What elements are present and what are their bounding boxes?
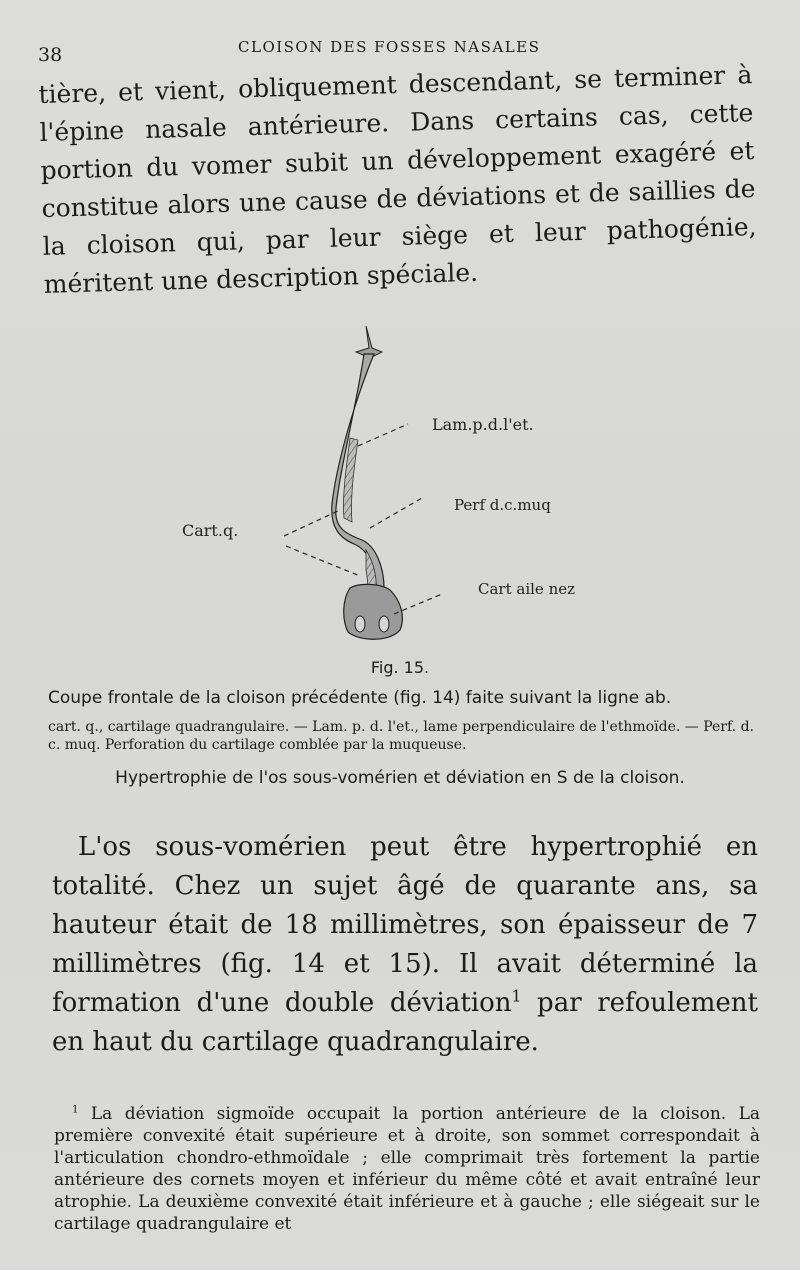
- figure-title: Hypertrophie de l'os sous-vomérien et déviation en S de la cloison.: [115, 768, 685, 788]
- label-perf: Perf d.c.muq: [454, 496, 551, 514]
- figure-legend: cart. q., cartilage quadrangulaire. — Lam. p. d. l'et., lame perpendiculaire de l'ethmoïde. — Perf. d. c. muq. Perforation du cartilage comblée par la muqueuse.: [48, 719, 754, 753]
- label-cart-aile: Cart aile nez: [478, 580, 576, 598]
- paragraph2-text-end: par refoulement en haut du cartilage quadrangulaire.: [52, 988, 758, 1057]
- base-hole-right: [379, 616, 389, 632]
- leader-lam: [358, 424, 408, 446]
- label-cart-q: Cart.q.: [182, 521, 239, 540]
- paragraph2-text: L'os sous-vomérien peut être hypertrophié en totalité. Chez un sujet âgé de quarante ans, sa hauteur était de 18 millimètres, son épaisseur de 7 millimètres (fig. 14 et 15). Il avait déterminé la formation d'une double déviation: [52, 832, 758, 1018]
- figure-15: [170, 318, 630, 653]
- running-head: CLOISON DES FOSSES NASALES: [238, 38, 541, 56]
- leader-cart-q-lower: [286, 546, 360, 576]
- septum-stalk: [332, 354, 384, 588]
- base-hole-left: [355, 616, 365, 632]
- leader-perf: [370, 498, 422, 528]
- septum-section-illustration: [170, 318, 630, 653]
- footnote: [54, 1103, 760, 1235]
- label-lam: Lam.p.d.l'et.: [432, 415, 534, 434]
- body-paragraph-2: [52, 828, 758, 1062]
- footnote-text: La déviation sigmoïde occupait la portion antérieure de la cloison. La première convexité était supérieure et à droite, son sommet correspondait à l'articulation chondro-ethmoïdale ; elle comprimait très fortement la partie antérieure des cornets moyen et inférieur du même côté et avait entraîné leur atrophie. La deuxième convexité était inférieure et à gauche ; elle siégeait sur le cartilage quadrangulaire et: [54, 1104, 760, 1234]
- septum-tip: [356, 326, 382, 358]
- septum-base: [344, 584, 403, 639]
- page-number: 38: [38, 44, 63, 66]
- body-paragraph-1: tière, et vient, obliquement descendant, se terminer à l'épine nasale antérieure. Dans certains cas, cette portion du vomer subit un développement exagéré et constitue alors une cause de déviations et de saillies de la cloison qui, par leur siège et leur pathogénie, méritent une description spéciale.: [38, 60, 757, 299]
- figure-number: Fig. 15.: [370, 658, 430, 677]
- figure-caption: Coupe frontale de la cloison précédente (fig. 14) faite suivant la ligne ab.: [48, 688, 672, 708]
- footnote-ref: 1: [511, 987, 522, 1006]
- footnote-marker: 1: [72, 1104, 79, 1116]
